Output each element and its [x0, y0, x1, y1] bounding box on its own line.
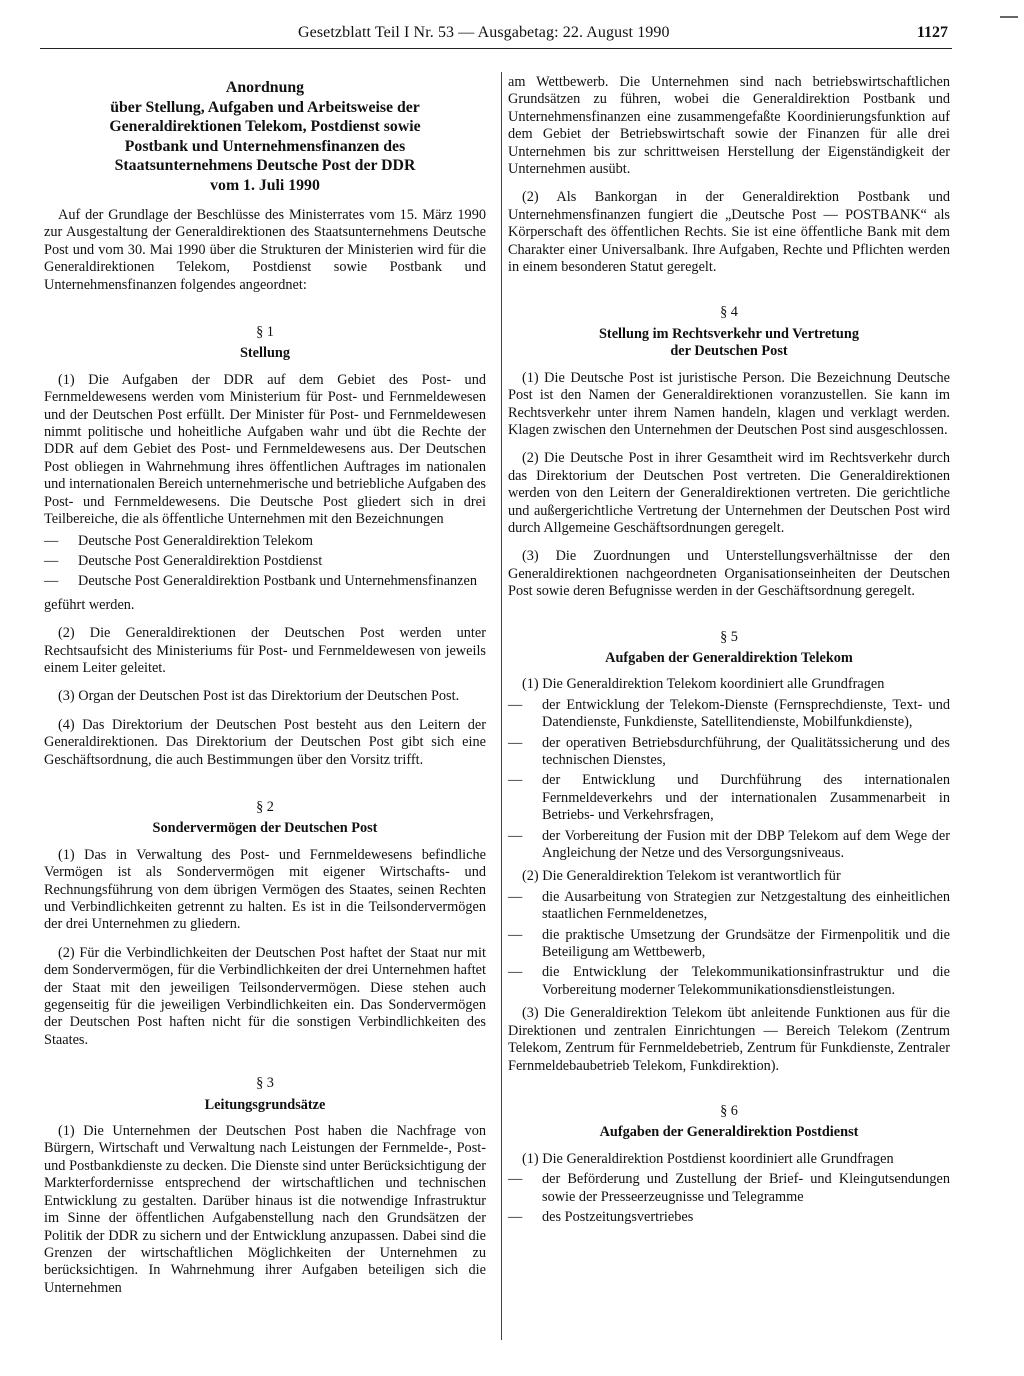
- list-item: — der Entwicklung der Telekom-Dienste (Fernsprechdienste, Text- und Datendienste, Funkdienste, Satellitendienste, Mobilfunkdienste),: [508, 696, 950, 731]
- paragraph: (2) Die Deutsche Post in ihrer Gesamtheit wird im Rechtsverkehr durch das Direktorium der Deutschen Post vertreten. Die Generaldirektionen werden von den Leitern der Generaldirektionen vertreten. Die gerichtliche und außergerichtliche Vertretung der Unternehmen der Deutschen Post wird durch Allgemeine Geschäftsordnungen geregelt.: [508, 450, 950, 536]
- paragraph-continuation: am Wettbewerb. Die Unternehmen sind nach betriebswirtschaftlichen Grundsätzen zu führen, wobei die Generaldirektion Postbank und Unternehmensfinanzen eine zusammengefaßte Koordinierungsfunktion auf dem Gebiet der Betriebswirtschaft sowie der Finanzen für alle drei Unternehmen bis zur schrittweisen Herstellung der Eigenständigkeit der Unternehmen ausübt.: [508, 74, 950, 178]
- dash-list: [44, 533, 486, 591]
- paragraph: (1) Die Generaldirektion Postdienst koordiniert alle Grundfragen: [522, 1150, 894, 1167]
- dash-list: [508, 889, 950, 999]
- preamble: Auf der Grundlage der Beschlüsse des Ministerrates vom 15. März 1990 zur Ausgestaltung der Generaldirektionen des Staatsunternehmens Deutsche Post und vom 30. Mai 1990 über die Strukturen der Ministerien wird für die Generaldirektionen Telekom, Postdienst sowie Postbank und Unternehmensfinanzen folgendes angeordnet:: [44, 207, 486, 293]
- page-header: [40, 18, 952, 49]
- left-column: [44, 74, 486, 1308]
- title-line: über Stellung, Aufgaben und Arbeitsweise der: [110, 98, 420, 116]
- list-item: — Deutsche Post Generaldirektion Postdienst: [44, 552, 323, 569]
- paragraph: (4) Das Direktorium der Deutschen Post besteht aus den Leitern der Generaldirektionen. Das Direktorium der Deutschen Post gibt sich eine Geschäftsordnung, die auch Bestimmungen über den Vorsitz trifft.: [44, 716, 486, 768]
- section-number: § 4: [720, 304, 738, 321]
- list-item: — Deutsche Post Generaldirektion Telekom: [44, 532, 313, 549]
- paragraph: (3) Die Generaldirektion Telekom übt anleitende Funktionen aus für die Direktionen und zentralen Einrichtungen — Bereich Telekom (Zentrum Telekom, Zentrum für Fernmeldebetrieb, Zentrum für Funkdienste, Zentraler Fernmeldebaubetrieb Telekom, Funkdirektion).: [508, 1005, 950, 1074]
- paragraph: (1) Das in Verwaltung des Post- und Fernmeldewesens befindliche Vermögen ist als Sondervermögen mit eigener Wirtschafts- und Rechnungsführung von dem übrigen Vermögen des Staates, seinen Rechten und Verbindlichkeiten getrennt zu halten. Es ist in die Teilsondervermögen der drei Unternehmen zu gliedern.: [44, 846, 486, 933]
- section-title: Leitungsgrundsätze: [204, 1096, 326, 1113]
- paragraph: (2) Die Generaldirektion Telekom ist verantwortlich für: [522, 868, 841, 885]
- section-title: Aufgaben der Generaldirektion Postdienst: [599, 1124, 859, 1141]
- title-line: Staatsunternehmens Deutsche Post der DDR: [114, 157, 416, 174]
- title-line: Postbank und Unternehmensfinanzen des: [124, 137, 406, 155]
- section-number: § 2: [256, 798, 274, 815]
- list-item: — der operativen Betriebsdurchführung, der Qualitätssicherung und des technischen Dienstes,: [508, 734, 950, 768]
- paragraph: (1) Die Generaldirektion Telekom koordiniert alle Grundfragen: [522, 676, 885, 693]
- section-title: Sondervermögen der Deutschen Post: [152, 820, 378, 837]
- list-item: — Deutsche Post Generaldirektion Postbank und Unternehmensfinanzen: [44, 573, 478, 590]
- paragraph: (1) Die Deutsche Post ist juristische Person. Die Bezeichnung Deutsche Post ist den Namen der Generaldirektionen voranzustellen. Sie kann im Rechtsverkehr unter ihrem Namen handeln, klagen und verklagt werden. Klagen zwischen den Unternehmen der Deutschen Post sind ausgeschlossen.: [508, 369, 950, 438]
- column-divider: [501, 72, 502, 1340]
- page-number: 1127: [916, 24, 948, 41]
- paragraph: (1) Die Unternehmen der Deutschen Post haben die Nachfrage von Bürgern, Wirtschaft und Verwaltung nach Leistungen der Fernmelde-, Post- und Postbankdienste zu decken. Die Dienste sind unter Berücksichtigung der Markterfordernisse entsprechend der wirtschaftlichen und technischen Entwicklung zu gestalten. Darüber hinaus ist die notwendige Infrastruktur im Sinne der öffentlichen Aufgabenstellung nach den Grundsätzen der Politik der DDR zu sichern und der Entwicklung anzupassen. Dabei sind die Grenzen der wirtschaftlichen Möglichkeiten der Unternehmen zu berücksichtigen. In Wahrnehmung ihrer Aufgaben beteiligen sich die Unternehmen: [44, 1123, 486, 1296]
- paragraph: (2) Für die Verbindlichkeiten der Deutschen Post haftet der Staat nur mit dem Sondervermögen, für die Verbindlichkeiten der drei Unternehmen haftet der Staat mit den jeweiligen Teilsondervermögen. Diese stehen auch gegenseitig für die jeweiligen Verbindlichkeiten ein. Das Sondervermögen der Deutschen Post haften nicht für die sonstigen Verbindlichkeiten des Staates.: [44, 944, 486, 1048]
- list-item: — die Ausarbeitung von Strategien zur Netzgestaltung des einheitlichen staatlichen Fernmeldenetzes,: [508, 888, 950, 923]
- list-item: — die Entwicklung der Telekommunikationsinfrastruktur und die Vorbereitung moderner Telekommunikationsdienstleistungen.: [508, 964, 950, 998]
- list-item: — der Vorbereitung der Fusion mit der DBP Telekom auf dem Wege der Angleichung der Netze und des Versorgungsniveaus.: [508, 827, 950, 862]
- header-title: Gesetzblatt Teil I Nr. 53 — Ausgabetag: 22. August 1990: [298, 24, 670, 41]
- right-column: [508, 74, 950, 1232]
- section-title: Stellung: [239, 345, 291, 362]
- section-number: § 1: [256, 324, 274, 341]
- list-item: — der Beförderung und Zustellung der Brief- und Kleingutsendungen sowie der Presseerzeugnisse und Telegramme: [508, 1171, 950, 1205]
- paragraph: (2) Die Generaldirektionen der Deutschen Post werden unter Rechtsaufsicht des Ministeriums für Post- und Fernmeldewesen von jeweils einem Leiter geleitet.: [44, 625, 486, 676]
- section-number: § 3: [256, 1075, 274, 1092]
- section-title: [508, 326, 950, 361]
- section-title-line: Stellung im Rechtsverkehr und Vertretung: [598, 325, 859, 342]
- corner-mark: [1000, 16, 1018, 18]
- section-number: § 6: [720, 1102, 738, 1119]
- title-line: Anordnung: [225, 79, 305, 96]
- paragraph: (3) Die Zuordnungen und Unterstellungsverhältnisse der den Generaldirektionen nachgeordneten Organisationseinheiten der Deutschen Post sowie deren Befugnisse werden in der Geschäftsordnung geregelt.: [508, 548, 950, 600]
- paragraph-tail: geführt werden.: [44, 596, 135, 613]
- document-title: [44, 78, 486, 195]
- list-item: — der Entwicklung und Durchführung des internationalen Fernmeldeverkehrs und der internationalen Zusammenarbeit in Betriebs- und Verkehrsfragen,: [508, 772, 950, 824]
- dash-list: [508, 697, 950, 863]
- paragraph: (2) Als Bankorgan in der Generaldirektion Postbank und Unternehmensfinanzen fungiert die „Deutsche Post — POSTBANK“ als Körperschaft des öffentlichen Rechts. Sie ist eine öffentliche Bank mit dem Charakter einer Universalbank. Ihre Aufgaben, Rechte und Pflichten werden in einem besonderen Statut geregelt.: [508, 189, 950, 276]
- title-line: Generaldirektionen Telekom, Postdienst sowie: [109, 118, 421, 135]
- section-title: Aufgaben der Generaldirektion Telekom: [605, 649, 853, 666]
- dash-list: [508, 1171, 950, 1226]
- list-item: — die praktische Umsetzung der Grundsätze der Firmenpolitik und die Beteiligung am Wettbewerb,: [508, 926, 950, 961]
- paragraph: (3) Organ der Deutschen Post ist das Direktorium der Deutschen Post.: [58, 688, 460, 705]
- title-date: vom 1. Juli 1990: [210, 176, 320, 194]
- list-item: — des Postzeitungsvertriebes: [508, 1208, 694, 1225]
- section-number: § 5: [720, 628, 738, 645]
- paragraph: (1) Die Aufgaben der DDR auf dem Gebiet des Post- und Fernmeldewesens werden vom Ministerium für Post- und Fernmeldewesen und der Deutschen Post erfüllt. Der Minister für Post- und Fernmeldewesen nimmt politische und hoheitliche Aufgaben wahr und übt die Rechte der DDR auf dem Gebiet des Post- und Fernmeldewesens aus. Der Deutschen Post obliegen in Wahrnehmung ihres öffentlichen Auftrages im nationalen und internationalen Bereich unternehmerische und betriebliche Aufgaben des Post- und Fernmeldewesens. Die Deutsche Post gliedert sich in drei Teilbereiche, die als öffentliche Unternehmen mit den Bezeichnungen: [44, 371, 486, 528]
- section-title-line: der Deutschen Post: [670, 343, 788, 360]
